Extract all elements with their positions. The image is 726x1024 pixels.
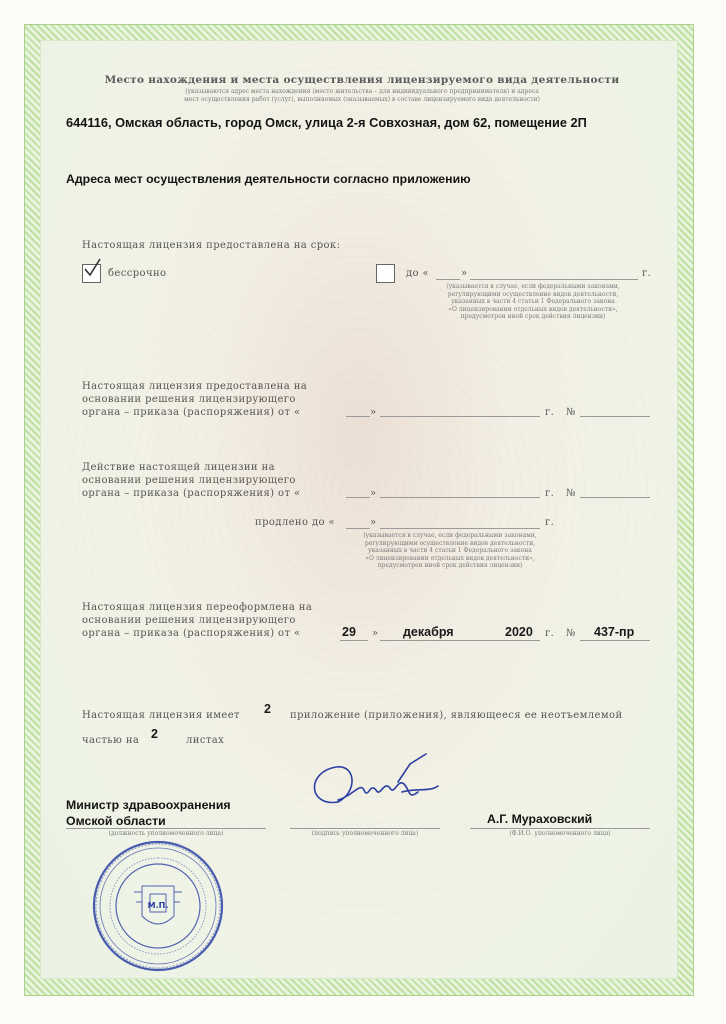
extended-section: Действие настоящей лицензии на основании решения лицензирующего органа – приказа (распоряжения) от « [82, 462, 301, 499]
extended-number-label: № [566, 488, 576, 499]
until-month-line [470, 279, 638, 280]
granted-day-line [346, 416, 370, 417]
prolonged-year-suffix: г. [545, 517, 555, 528]
appendix-prefix: Настоящая лицензия имеет [82, 710, 240, 721]
signatory-position: Министр здравоохранения Омской области [66, 798, 231, 828]
until-quote-close: » [461, 268, 468, 279]
checkmark-icon [82, 257, 104, 279]
until-day-line [436, 279, 460, 280]
reissued-year: 2020 [505, 625, 533, 639]
reissued-day: 29 [342, 625, 356, 639]
granted-section: Настоящая лицензия предоставлена на основании решения лицензирующего органа – приказа (распоряжения) от « [82, 381, 308, 418]
header-subtitle-1: (указываются адрес места нахождения (место жительства – для индивидуального предпринимателя) и адреса [185, 88, 539, 95]
granted-date-line [380, 416, 540, 417]
prolonged-label: продлено до « [255, 517, 336, 528]
name-line [470, 828, 650, 829]
extended-close-quote: » [370, 488, 377, 499]
prolonged-note: (указывается в случае, если федеральными законами, регулирующими осуществление видов деятельности, указанных в части 4 статьи 1 Федерального закона «О лицензировании отдельных видов деятельности», предусмотрен иной срок действия лицензии) [363, 532, 537, 569]
reissued-day-line [340, 640, 368, 641]
handwritten-signature [298, 752, 448, 832]
prolonged-date-line [380, 528, 540, 529]
appendix-count: 2 [264, 702, 271, 716]
position-caption: (должность уполномоченного лица) [108, 830, 224, 837]
header-subtitle-2: мест осуществления работ (услуг), выполняемых (оказываемых) в составе лицензируемого вида деятельности) [184, 96, 540, 103]
extended-date-line [380, 497, 540, 498]
reissued-close-quote: » [372, 628, 379, 639]
appendix-line2-suffix: листах [186, 735, 225, 746]
addresses-note: Адреса мест осуществления деятельности согласно приложению [66, 172, 471, 186]
license-address: 644116, Омская область, город Омск, улица 2-я Совхозная, дом 62, помещение 2П [66, 115, 587, 130]
stamp-center-text: М.П. [147, 901, 169, 910]
reissued-number: 437-пр [594, 625, 635, 639]
term-label: Настоящая лицензия предоставлена на срок: [82, 240, 341, 251]
appendix-line2-prefix: частью на [82, 735, 140, 746]
signatory-name: А.Г. Мураховский [487, 812, 593, 826]
name-caption: (Ф.И.О. уполномоченного лица) [509, 830, 611, 837]
header-title: Место нахождения и места осуществления лицензируемого вида деятельности [104, 74, 620, 86]
reissued-number-label: № [566, 628, 576, 639]
prolonged-day-line [346, 528, 370, 529]
appendix-sheets: 2 [151, 727, 158, 741]
reissued-year-suffix: г. [545, 628, 555, 639]
extended-day-line [346, 497, 370, 498]
reissued-date-line [380, 640, 540, 641]
until-checkbox [376, 264, 395, 283]
extended-year-suffix: г. [545, 488, 555, 499]
extended-number-line [580, 497, 650, 498]
position-line [66, 828, 266, 829]
indefinite-checkbox [82, 264, 101, 283]
term-note: (указывается в случае, если федеральными законами, регулирующими осуществление видов деятельности, указанных в части 4 статьи 1 Федерального закона «О лицензировании отдельных видов деятельности», предусмотрен иной срок действия лицензии) [446, 283, 620, 320]
prolonged-close-quote: » [370, 517, 377, 528]
signature-caption: (подпись уполномоченного лица) [311, 830, 419, 837]
granted-year-suffix: г. [545, 407, 555, 418]
until-year-suffix: г. [642, 268, 652, 279]
appendix-suffix: приложение (приложения), являющееся ее неотъемлемой [290, 710, 623, 721]
reissued-number-line [580, 640, 650, 641]
official-stamp [88, 836, 228, 976]
granted-number-line [580, 416, 650, 417]
granted-number-label: № [566, 407, 576, 418]
until-label: до « [406, 268, 430, 279]
reissued-section: Настоящая лицензия переоформлена на основании решения лицензирующего органа – приказа (распоряжения) от « [82, 602, 313, 639]
reissued-month: декабря [403, 625, 454, 639]
granted-close-quote: » [370, 407, 377, 418]
signature-line [290, 828, 440, 829]
indefinite-label: бессрочно [108, 268, 167, 279]
